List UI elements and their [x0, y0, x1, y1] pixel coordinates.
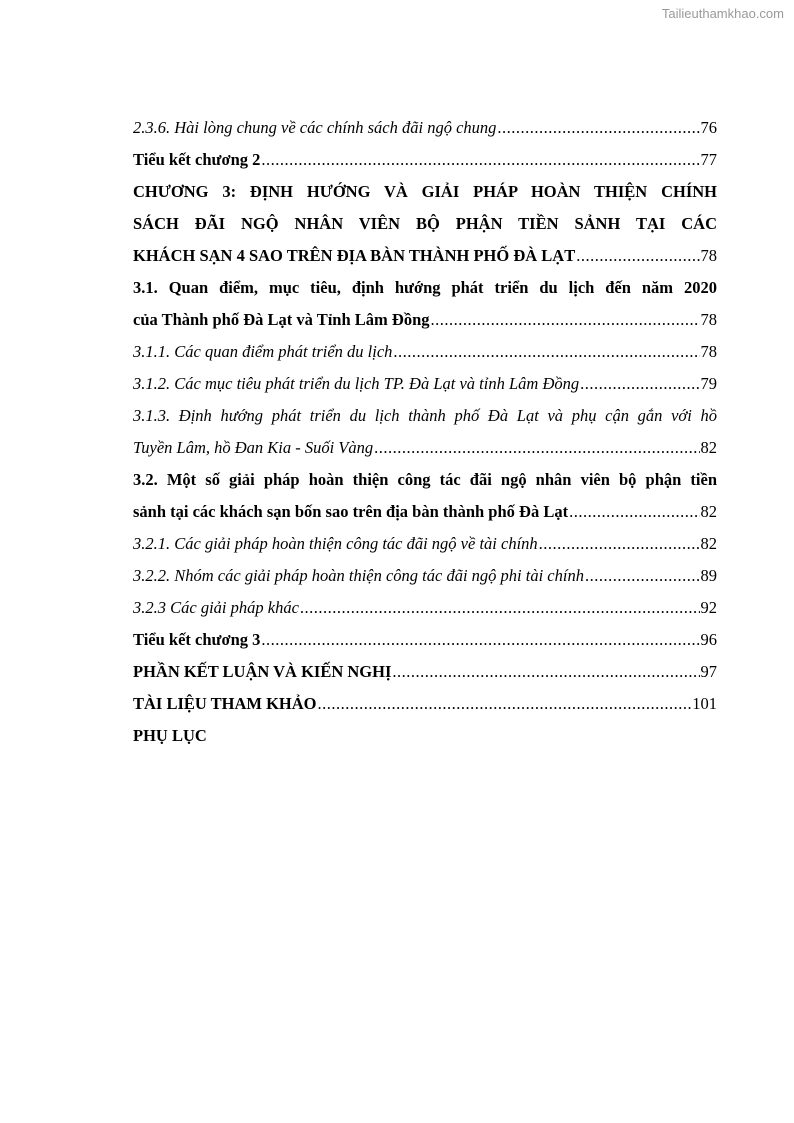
toc-entry[interactable]: [133, 528, 717, 560]
toc-entry[interactable]: [133, 560, 717, 592]
toc-entry[interactable]: [133, 720, 717, 752]
toc-chapter-heading-line[interactable]: SÁCH ĐÃI NGỘ NHÂN VIÊN BỘ PHẬN TIỀN SẢNH TẠI CÁC: [133, 214, 717, 233]
watermark: Tailieuthamkhao.com: [661, 6, 784, 21]
leader-dots: [261, 624, 699, 656]
toc-entry-title: sảnh tại các khách sạn bốn sao trên địa bàn thành phố Đà Lạt: [133, 502, 569, 521]
leader-dots: [580, 368, 699, 400]
toc-entry-title: 3.1.2. Các mục tiêu phát triển du lịch TP. Đà Lạt và tỉnh Lâm Đồng: [133, 374, 580, 393]
toc-chapter-heading-line[interactable]: CHƯƠNG 3: ĐỊNH HƯỚNG VÀ GIẢI PHÁP HOÀN THIỆN CHÍNH: [133, 182, 717, 201]
toc-entry-title: Tiểu kết chương 2: [133, 150, 261, 169]
leader-dots: [318, 688, 692, 720]
toc-entry-title: 3.2.1. Các giải pháp hoàn thiện công tác đãi ngộ về tài chính: [133, 534, 538, 553]
leader-dots: [261, 144, 699, 176]
toc-entry-title: 3.2.2. Nhóm các giải pháp hoàn thiện công tác đãi ngộ phi tài chính: [133, 566, 584, 585]
toc-entry-title: 2.3.6. Hài lòng chung về các chính sách đãi ngộ chung: [133, 118, 497, 137]
toc-entry-title: KHÁCH SẠN 4 SAO TRÊN ĐỊA BÀN THÀNH PHỐ ĐÀ LẠT: [133, 246, 576, 265]
toc-page-number: 97: [700, 662, 717, 681]
toc-entry[interactable]: [133, 240, 717, 272]
toc-page-number: 78: [700, 342, 717, 361]
toc-entry[interactable]: [133, 432, 717, 464]
toc-entry[interactable]: [133, 144, 717, 176]
toc-subsection-line[interactable]: 3.1.3. Định hướng phát triển du lịch thành phố Đà Lạt và phụ cận gắn với hồ: [133, 406, 717, 425]
toc-section-heading-line[interactable]: 3.1. Quan điểm, mục tiêu, định hướng phát triển du lịch đến năm 2020: [133, 278, 717, 297]
leader-dots: [497, 112, 699, 144]
toc-page-number: 77: [700, 150, 717, 169]
leader-dots: [569, 496, 699, 528]
toc-entry[interactable]: [133, 112, 717, 144]
toc-entry[interactable]: [133, 496, 717, 528]
leader-dots: [393, 336, 699, 368]
toc-page-number: 78: [700, 310, 717, 329]
toc-page-number: 82: [700, 502, 717, 521]
toc-page-number: 78: [700, 246, 717, 265]
toc-entry-title: Tuyền Lâm, hồ Đan Kia - Suối Vàng: [133, 438, 374, 457]
toc-entry-title: PHẦN KẾT LUẬN VÀ KIẾN NGHỊ: [133, 662, 392, 681]
toc-entry[interactable]: [133, 688, 717, 720]
leader-dots: [300, 592, 700, 624]
toc-page-number: 92: [700, 598, 717, 617]
toc-entry-title: 3.1.1. Các quan điểm phát triển du lịch: [133, 342, 393, 361]
toc-entry-title: của Thành phố Đà Lạt và Tỉnh Lâm Đồng: [133, 310, 430, 329]
leader-dots: [539, 528, 700, 560]
toc-page-number: 82: [700, 534, 717, 553]
leader-dots: [374, 432, 699, 464]
leader-dots: [576, 240, 699, 272]
toc-entry[interactable]: [133, 624, 717, 656]
toc-entry[interactable]: [133, 304, 717, 336]
toc-entry[interactable]: [133, 368, 717, 400]
toc-page-number: 89: [700, 566, 717, 585]
toc-entry-title: Tiểu kết chương 3: [133, 630, 261, 649]
table-of-contents: [133, 112, 717, 752]
toc-entry[interactable]: [133, 336, 717, 368]
toc-entry[interactable]: [133, 656, 717, 688]
leader-dots: [431, 304, 700, 336]
toc-section-heading-line[interactable]: 3.2. Một số giải pháp hoàn thiện công tác đãi ngộ nhân viên bộ phận tiền: [133, 470, 717, 489]
toc-page-number: 96: [700, 630, 717, 649]
toc-entry[interactable]: [133, 592, 717, 624]
toc-entry-title: PHỤ LỤC: [133, 726, 207, 745]
toc-page-number: 76: [700, 118, 717, 137]
toc-page-number: 79: [700, 374, 717, 393]
toc-page-number: 82: [700, 438, 717, 457]
leader-dots: [585, 560, 700, 592]
leader-dots: [392, 656, 699, 688]
toc-entry-title: 3.2.3 Các giải pháp khác: [133, 598, 299, 617]
toc-entry-title: TÀI LIỆU THAM KHẢO: [133, 694, 317, 713]
toc-page-number: 101: [692, 694, 717, 713]
